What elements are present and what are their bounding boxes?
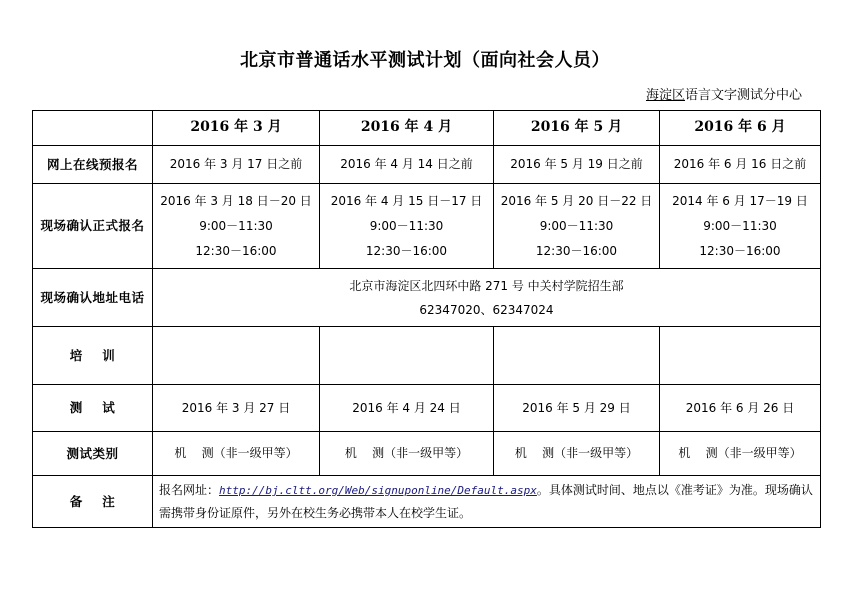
header-corner-cell — [33, 111, 153, 146]
category-june: 机 测（非一级甲等） — [660, 432, 821, 476]
onsite-date: 2016 年 4 月 15 日－17 日 — [330, 193, 483, 208]
month-header-may: 2016 年 5 月 — [494, 111, 660, 146]
onsite-registration-row — [33, 184, 821, 269]
month-header-april: 2016 年 4 月 — [320, 111, 494, 146]
notes-row — [33, 476, 821, 528]
training-label: 培 训 — [33, 327, 153, 385]
notes-label: 备 注 — [33, 476, 153, 528]
onsite-registration-april — [320, 184, 494, 269]
address-cell — [153, 269, 821, 327]
onsite-afternoon-hours: 12:30－16:00 — [535, 243, 618, 258]
address-label: 现场确认地址电话 — [33, 269, 153, 327]
header-row — [33, 111, 821, 146]
online-registration-april: 2016 年 4 月 14 日之前 — [320, 146, 494, 184]
training-april — [320, 327, 494, 385]
online-registration-june: 2016 年 6 月 16 日之前 — [660, 146, 821, 184]
organizer-line — [646, 84, 802, 103]
onsite-date: 2016 年 3 月 18 日－20 日 — [160, 193, 312, 208]
training-may — [494, 327, 660, 385]
online-registration-label: 网上在线预报名 — [33, 146, 153, 184]
onsite-morning-hours: 9:00－11:30 — [369, 218, 444, 233]
onsite-morning-hours: 9:00－11:30 — [703, 218, 777, 233]
organizer-name: 语言文字测试分中心 — [684, 88, 802, 103]
online-registration-row — [33, 146, 821, 184]
address-text: 北京市海淀区北四环中路 271 号 中关村学院招生部 — [349, 278, 624, 293]
onsite-morning-hours: 9:00－11:30 — [539, 218, 614, 233]
training-row — [33, 327, 821, 385]
test-plan-table — [32, 110, 821, 528]
test-date-april: 2016 年 4 月 24 日 — [320, 385, 494, 432]
onsite-afternoon-hours: 12:30－16:00 — [195, 243, 277, 258]
onsite-morning-hours: 9:00－11:30 — [199, 218, 273, 233]
test-date-march: 2016 年 3 月 27 日 — [153, 385, 320, 432]
onsite-registration-june — [660, 184, 821, 269]
registration-url-link[interactable]: http://bj.cltt.org/Web/signuponline/Default.aspx — [219, 484, 537, 497]
test-label: 测 试 — [33, 385, 153, 432]
online-registration-may: 2016 年 5 月 19 日之前 — [494, 146, 660, 184]
phone-numbers: 62347020、62347024 — [419, 302, 554, 317]
category-row — [33, 432, 821, 476]
address-row — [33, 269, 821, 327]
onsite-afternoon-hours: 12:30－16:00 — [365, 243, 448, 258]
notes-text: 。具体测试时间、地点以《准考证》为准。现场确认需携带身份证原件，另外在校生务必携带本人在校学生证。 — [159, 483, 813, 520]
test-date-june: 2016 年 6 月 26 日 — [660, 385, 821, 432]
category-april: 机 测（非一级甲等） — [320, 432, 494, 476]
month-header-june: 2016 年 6 月 — [660, 111, 821, 146]
onsite-date: 2016 年 5 月 20 日－22 日 — [500, 193, 653, 208]
organizer-district: 海淀区 — [645, 88, 685, 103]
onsite-date: 2014 年 6 月 17－19 日 — [672, 193, 808, 208]
onsite-afternoon-hours: 12:30－16:00 — [699, 243, 781, 258]
training-march — [153, 327, 320, 385]
page-title: 北京市普通话水平测试计划（面向社会人员） — [240, 50, 610, 71]
test-date-may: 2016 年 5 月 29 日 — [494, 385, 660, 432]
month-header-march: 2016 年 3 月 — [153, 111, 320, 146]
onsite-registration-march — [153, 184, 320, 269]
online-registration-march: 2016 年 3 月 17 日之前 — [153, 146, 320, 184]
category-label: 测试类别 — [33, 432, 153, 476]
onsite-registration-may — [494, 184, 660, 269]
training-june — [660, 327, 821, 385]
test-row — [33, 385, 821, 432]
category-may: 机 测（非一级甲等） — [494, 432, 660, 476]
category-march: 机 测（非一级甲等） — [153, 432, 320, 476]
notes-cell — [153, 476, 821, 528]
onsite-registration-label: 现场确认正式报名 — [33, 184, 153, 269]
notes-prefix: 报名网址： — [159, 483, 220, 497]
